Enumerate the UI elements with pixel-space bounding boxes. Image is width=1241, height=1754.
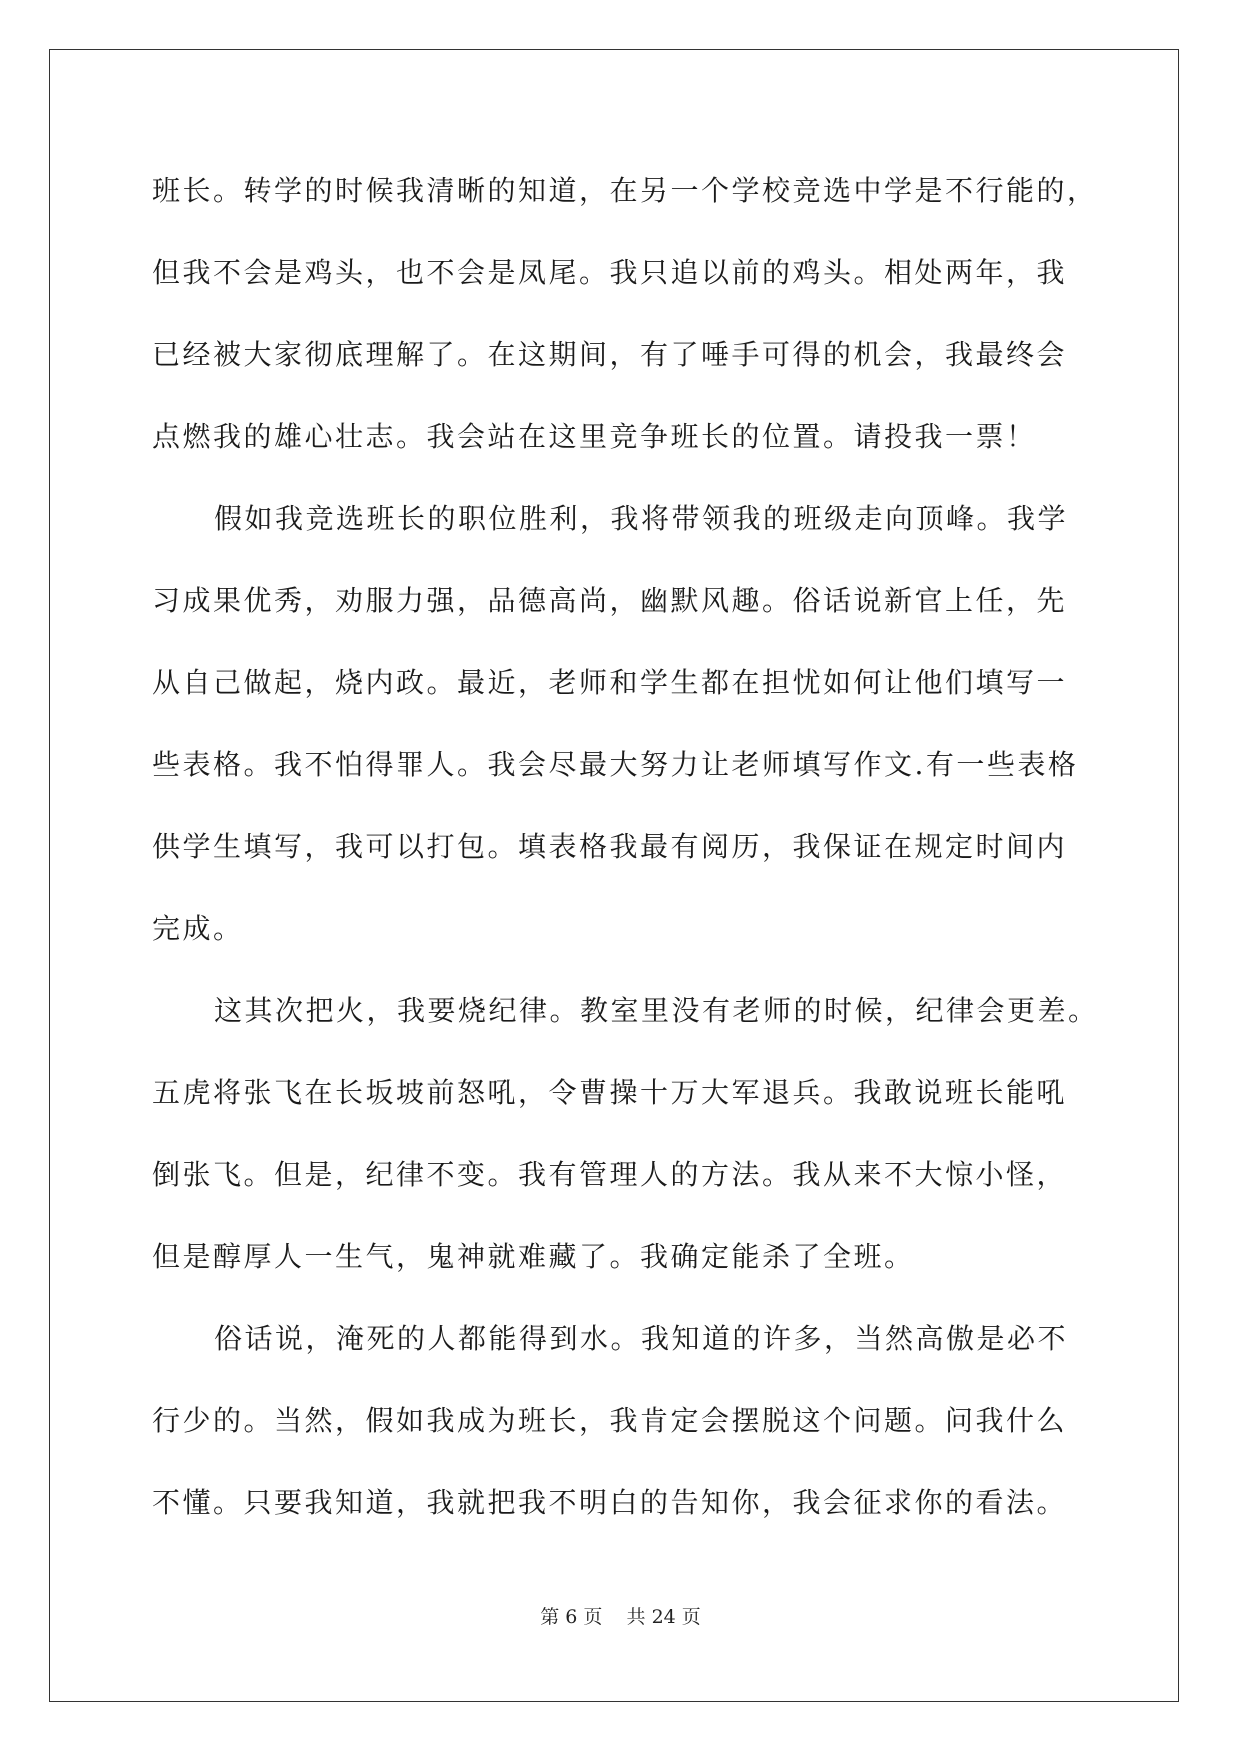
text-line: 已经被大家彻底理解了。在这期间，有了唾手可得的机会，我最终会 [152, 338, 1068, 371]
paragraph-first-line: 这其次把火，我要烧纪律。教室里没有老师的时候，纪律会更差。 [214, 994, 1099, 1027]
paragraph-first-line: 假如我竞选班长的职位胜利，我将带领我的班级走向顶峰。我学 [214, 502, 1069, 535]
text-line: 但是醇厚人一生气，鬼神就难藏了。我确定能杀了全班。 [152, 1240, 915, 1273]
text-line: 倒张飞。但是，纪律不变。我有管理人的方法。我从来不大惊小怪， [152, 1158, 1068, 1191]
text-line: 但我不会是鸡头，也不会是凤尾。我只追以前的鸡头。相处两年，我 [152, 256, 1068, 289]
document-body [152, 150, 1099, 1544]
text-line: 些表格。我不怕得罪人。我会尽最大努力让老师填写作文.有一些表格 [152, 748, 1079, 781]
text-line: 供学生填写，我可以打包。填表格我最有阅历，我保证在规定时间内 [152, 830, 1068, 863]
text-line: 五虎将张飞在长坂坡前怒吼，令曹操十万大军退兵。我敢说班长能吼 [152, 1076, 1068, 1109]
text-line: 班长。转学的时候我清晰的知道，在另一个学校竞选中学是不行能的， [152, 174, 1098, 207]
text-line: 完成。 [152, 912, 244, 945]
page-number-footer: 第 6 页 共 24 页 [540, 1606, 701, 1628]
text-line: 点燃我的雄心壮志。我会站在这里竞争班长的位置。请投我一票！ [152, 420, 1037, 453]
text-line: 从自己做起，烧内政。最近，老师和学生都在担忧如何让他们填写一 [152, 666, 1068, 699]
paragraph-first-line: 俗话说，淹死的人都能得到水。我知道的许多，当然高傲是必不 [214, 1322, 1069, 1355]
text-line: 行少的。当然，假如我成为班长，我肯定会摆脱这个问题。问我什么 [152, 1404, 1068, 1437]
text-line: 习成果优秀，劝服力强，品德高尚，幽默风趣。俗话说新官上任，先 [152, 584, 1068, 617]
text-line: 不懂。只要我知道，我就把我不明白的告知你，我会征求你的看法。 [152, 1486, 1068, 1519]
